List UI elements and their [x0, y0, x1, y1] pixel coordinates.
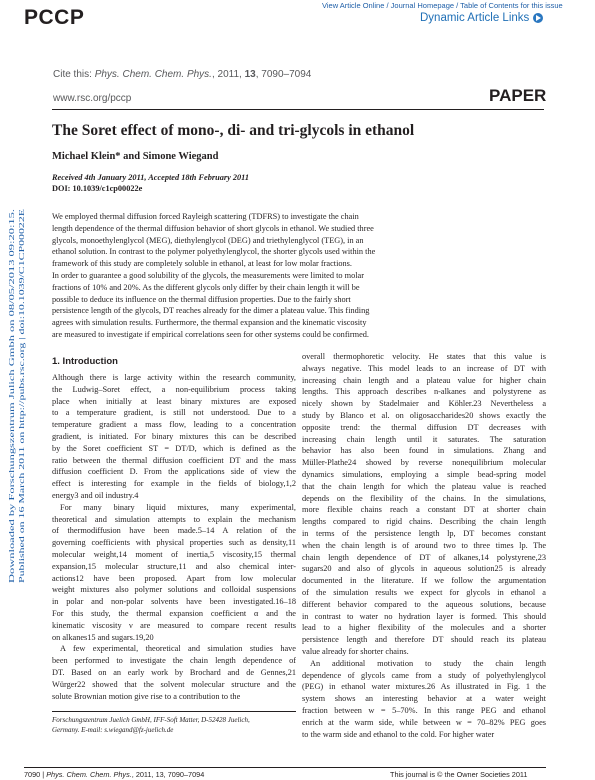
footnote-divider	[52, 711, 296, 712]
paragraph-line: always negative. This model leads to an increase of DT with	[302, 363, 546, 373]
abstract-line: In order to guarantee a good solubility of the glycols, the measurements were limited to molar	[52, 270, 364, 280]
abstract-line: ethanol solution. In contrast to the polymer polyethylenglycol, the shorter glycols used within the	[52, 247, 376, 257]
authors: Michael Klein* and Simone Wiegand	[52, 151, 219, 162]
paragraph-line: lead to a higher flexibility of the molecules and a shorter	[302, 623, 546, 633]
view-article-online-link[interactable]: View Article Online	[322, 1, 385, 10]
paragraph-line: A few experimental, theoretical and simulation studies have	[60, 644, 296, 654]
footnote-line: Forschungszentrum Juelich GmbH, IFF-Soft Matter, D-52428 Juelich,	[52, 716, 250, 724]
paragraph-line: by the Soret coefficient ST = DT/D, which is defined as the	[52, 443, 296, 453]
play-arrow-icon	[533, 13, 543, 23]
header-divider	[52, 109, 544, 110]
link-separator: /	[454, 1, 461, 10]
cite-volume: 13	[244, 69, 256, 80]
download-notice: Downloaded by Forschungszentrum Julich Gmbh on 08/05/2013 09:20:15.	[7, 364, 16, 583]
paragraph-line: different behavior compared to the aqueous solutions, because	[302, 599, 546, 609]
table-of-contents-link[interactable]: Table of Contents for this issue	[460, 1, 563, 10]
paragraph-line: fraction between w = 5–70%. In this range PEG and ethanol	[302, 705, 546, 715]
paragraph-line: been performed to investigate the chain length dependence of	[52, 656, 296, 666]
paragraph-line: For this study, the thermal expansion coefficient α and the	[52, 608, 296, 618]
paragraph-line: on alkanes15 and sugars.19,20	[52, 632, 154, 642]
dynamic-article-links[interactable]	[420, 12, 543, 24]
journal-homepage-link[interactable]: Journal Homepage	[390, 1, 455, 10]
paragraph-line: Müller-Plathe24 showed by reverse nonequilibrium molecular	[302, 458, 546, 468]
body-column-left	[52, 372, 296, 702]
paragraph-line: diffusion coefficient D. From the applications side of view the	[52, 467, 296, 477]
paragraph-line: lengths compared to rigid chains. Describing the chain length	[302, 517, 546, 527]
paragraph-line: when the chain length is of around two to three times lp. The	[302, 540, 546, 550]
paragraph-line: An additional motivation to study the chain length	[310, 658, 546, 668]
article-title: The Soret effect of mono-, di- and tri-glycols in ethanol	[52, 122, 415, 139]
journal-logo: PCCP	[24, 6, 85, 29]
paragraph-line: For many binary liquid mixtures, many experimental,	[60, 502, 296, 512]
paragraph-line: nicely shown by Stadelmaier and Köhler.23 Nevertheless a	[302, 399, 546, 409]
abstract-line: glycols, monoethylenglycol (MEG), diethylenglycol (DEG) and triethylenglycol (TEG), in an	[52, 235, 364, 245]
paragraph-line: weight mixtures also polymer solutions and colloidal suspensions	[52, 585, 296, 595]
cite-prefix: Cite this:	[53, 69, 95, 80]
section-heading-introduction: 1. Introduction	[52, 356, 118, 367]
abstract-line: agrees with simulation results. Furthermore, the thermal expansion and the kinematic viscosity	[52, 318, 367, 328]
paragraph-line: theoretical and simulation attempts to explain the mechanism	[52, 514, 296, 524]
footnote-line: Germany. E-mail: s.wiegand@fz-juelich.de	[52, 725, 174, 734]
abstract-line: framework of this study are completely soluble in ethanol, at least for low molar fractions.	[52, 259, 352, 269]
paragraph-line: enrich at the warm side, while between w = 70–82% PEG goes	[302, 717, 546, 727]
paragraph-line: actions12 have been proposed. Apart from low molecular	[52, 573, 296, 583]
cite-pages: , 7090–7094	[255, 69, 312, 80]
paragraph-line: chain length dependence of DT of alkanes,14 polystyrene,23	[302, 552, 546, 562]
link-separator: /	[384, 1, 391, 10]
paragraph-line: behavior has also been found in simulations. Zhang and	[302, 446, 546, 456]
abstract-line: possible to deduce its influence on the thermal diffusion properties. Due to the fairly short	[52, 294, 351, 304]
paragraph-line: increasing chain length and a plateau value for higher chain	[302, 375, 546, 385]
side-download-notice	[5, 205, 33, 585]
paragraph-line: depends on the flexibility of the chains. In the simulations,	[302, 493, 546, 503]
paragraph-line: dependence of glycols came from a study of polyethylenglycol	[302, 670, 546, 680]
paragraph-line: in polar and non-polar solvents have been investigated.16–18	[52, 597, 296, 607]
footer-copyright: This journal is © the Owner Societies 2011	[390, 770, 528, 779]
paragraph-line: kinematic viscosity ν are measured to compare recent results	[52, 620, 296, 630]
abstract-line: persistence length of the glycols, DT reaches already for the dimer a plateau value. This finding	[52, 306, 370, 316]
paragraph-line: study by Blanco et al. on oligosaccharides20 shows exactly the	[302, 410, 546, 420]
paragraph-line: solute Brownian motion give rise to a contribution to the	[52, 691, 241, 701]
paragraph-line: of the simulation results we expect for glycols in ethanol a	[302, 587, 546, 597]
paragraph-line: overall thermophoretic velocity. He states that this value is	[302, 352, 546, 361]
paragraph-line: Würger22 showed that the solvent molecular structure and the	[52, 679, 296, 689]
affiliation-footnote	[52, 716, 296, 735]
paragraph-line: to a temperature gradient, is still not understood. Due to a	[52, 408, 296, 418]
citation-line	[53, 69, 311, 80]
cite-journal: Phys. Chem. Chem. Phys.	[94, 69, 212, 80]
footer-journal: Phys. Chem. Chem. Phys.	[46, 770, 132, 779]
paragraph-line: DT. Based on an early work by Brochard and de Gennes,21	[52, 667, 296, 677]
paragraph-line: to the warm side and ethanol to the cold. For higher water	[302, 729, 495, 739]
paragraph-line: energy3 and oil industry.4	[52, 490, 139, 500]
paragraph-line: (PEG) in ethanol water mixtures.26 As illustrated in Fig. 1 the	[302, 682, 546, 692]
paragraph-line: value already for shorter chains.	[302, 646, 409, 656]
paragraph-line: molecular weight,14 moment of inertia,5 viscosity,15 thermal	[52, 549, 296, 559]
paragraph-line: documented in the literature. If we follow the argumentation	[302, 576, 546, 586]
paragraph-line: expansion,15 molecular structure,11 and also chemical inter-	[52, 561, 296, 571]
abstract-line: We employed thermal diffusion forced Rayleigh scattering (TDFRS) to investigate the chain	[52, 212, 359, 221]
paragraph-line: place when initially at least binary mixtures are exposed	[52, 396, 296, 406]
body-column-right	[302, 351, 546, 740]
paragraph-line: governing coefficients with physical properties such as density,11	[52, 538, 296, 548]
paragraph-line: temperature gradient a mass flow, leading to a concentration	[52, 420, 296, 430]
paragraph-line: effect is interesting for example in the fields of biology,1,2	[52, 479, 296, 489]
paragraph-line: more flexible chains reach a constant DT at shorter chain	[302, 505, 546, 515]
abstract-line: are measured to investigate if empirical correlations seen for other systems could be confirmed.	[52, 329, 370, 339]
footer-page: 7090	[24, 770, 41, 779]
paragraph-line: dynamics simulations, employing a simple bead-spring model	[302, 469, 546, 479]
abstract-line: length dependence of the thermal diffusion behavior of short glycols in ethanol. We studied three	[52, 223, 374, 233]
footer-volume: , 2011, 13, 7090–7094	[131, 770, 205, 779]
paragraph-line: opposite trend: the thermal diffusion DT decreases with	[302, 422, 546, 432]
cite-year: , 2011,	[211, 69, 245, 80]
footer-citation	[24, 770, 204, 779]
footer-sep: |	[40, 770, 47, 779]
paragraph-line: Although there is large activity within the research community,	[52, 373, 296, 382]
paragraph-line: the Ludwig–Soret effect, a non-equilibrium process taking	[52, 384, 296, 394]
paragraph-line: sugars20 and also of glycols in aqueous solution25 is already	[302, 564, 546, 574]
top-links	[322, 1, 563, 10]
abstract	[52, 211, 546, 341]
received-dates: Received 4th January 2011, Accepted 18th February 2011	[52, 173, 249, 182]
paragraph-line: increasing chain length until it saturates. The saturation	[302, 434, 546, 444]
journal-url[interactable]: www.rsc.org/pccp	[53, 93, 132, 104]
paragraph-line: gradient, is initiated. For binary mixtures this can be described	[52, 431, 296, 441]
paragraph-line: in terms of the persistence length lp, DT becomes constant	[302, 528, 546, 538]
paragraph-line: persistence length and therefore DT should reach its plateau	[302, 635, 546, 645]
doi[interactable]: DOI: 10.1039/c1cp00022e	[52, 184, 143, 193]
paragraph-line: lengths. This approach describes n-alkanes and polystyrene as	[302, 387, 546, 397]
paragraph-line: ratio between the thermal diffusion coefficient DT and the mass	[52, 455, 296, 465]
paragraph-line: in contrast to water no hydration layer is formed. This should	[302, 611, 546, 621]
abstract-line: fractions of 10% and 20%. As the different glycols only differ by their chain length it will be	[52, 282, 360, 292]
paragraph-line: that the chain length for which the plateau value is reached	[302, 481, 546, 491]
published-notice: Published on 16 March 2011 on http://pubs.rsc.org | doi:10.1039/C1CP00022E	[17, 352, 26, 583]
footer-divider	[24, 767, 546, 768]
dynamic-links-label[interactable]: Dynamic Article Links	[420, 12, 530, 24]
paragraph-line: of thermodiffusion have been made.5–14 A relation of the	[52, 526, 296, 536]
paragraph-line: system shows an interesting behavior at a water weight	[302, 694, 546, 704]
paper-type-label: PAPER	[489, 86, 547, 105]
